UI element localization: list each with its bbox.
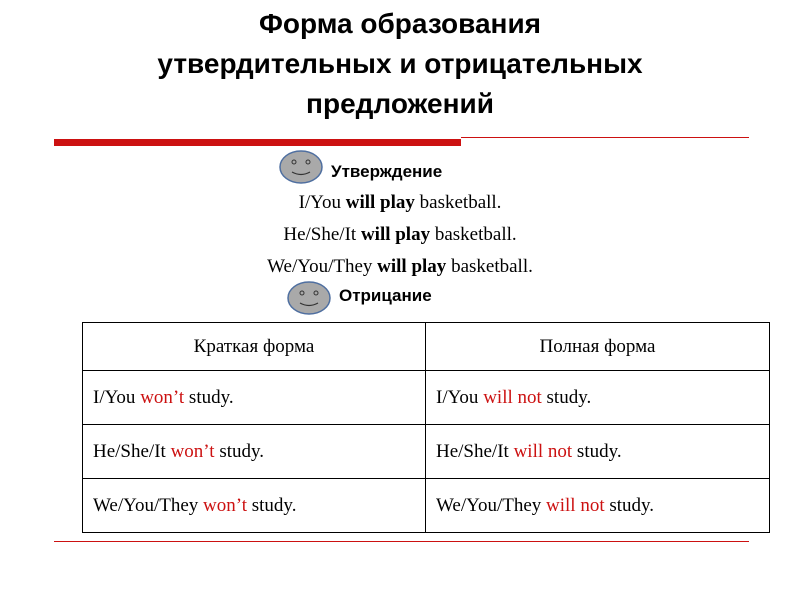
smiley-face-icon: [279, 150, 323, 184]
sentence-subject: I/You: [298, 192, 341, 213]
title-divider-thin: [461, 137, 749, 138]
bottom-divider: [54, 541, 749, 542]
full-form-cell: [426, 479, 770, 533]
short-form-cell: [83, 479, 426, 533]
title-line-1: Форма образования: [258, 8, 542, 39]
cell-rest: study.: [219, 440, 265, 462]
table-row: [83, 371, 770, 425]
cell-negation: will not: [513, 440, 573, 462]
affirmative-sentence: [0, 256, 800, 278]
table-header-row: [83, 323, 770, 371]
cell-rest: study.: [251, 494, 297, 516]
table-row: [83, 425, 770, 479]
sentence-object: basketball.: [419, 192, 502, 213]
short-form-cell: [83, 425, 426, 479]
title-divider-thick: [54, 139, 461, 146]
cell-rest: study.: [576, 440, 622, 462]
cell-subject: I/You: [93, 386, 136, 408]
cell-negation: won’t: [203, 494, 247, 516]
sentence-subject: He/She/It: [283, 224, 357, 245]
sentence-verb: will play: [360, 224, 431, 245]
title-line-3: предложений: [306, 88, 494, 119]
smiley-face-icon: [287, 281, 331, 315]
cell-negation: will not: [483, 386, 542, 408]
title-line-2: утвердительных и отрицательных: [157, 48, 643, 79]
cell-subject: I/You: [436, 386, 479, 408]
cell-rest: study.: [609, 494, 655, 516]
sentence-verb: will play: [377, 256, 447, 277]
cell-rest: study.: [188, 386, 234, 408]
affirmative-label: Утверждение: [331, 162, 443, 181]
full-form-cell: [426, 425, 770, 479]
sentence-object: basketball.: [451, 256, 533, 277]
cell-rest: study.: [546, 386, 592, 408]
column-header-full: Полная форма: [426, 323, 770, 371]
short-form-cell: [83, 371, 426, 425]
sentence-verb: will play: [345, 192, 415, 213]
affirmative-sentence: [0, 224, 800, 246]
column-header-short: Краткая форма: [83, 323, 426, 371]
cell-negation: won’t: [140, 386, 185, 408]
cell-subject: He/She/It: [436, 440, 509, 462]
table-row: [83, 479, 770, 533]
cell-subject: We/You/They: [436, 494, 542, 516]
cell-subject: He/She/It: [93, 440, 166, 462]
full-form-cell: [426, 371, 770, 425]
cell-negation: won’t: [170, 440, 215, 462]
page-title: [0, 4, 800, 124]
cell-negation: will not: [546, 494, 605, 516]
negative-label: Отрицание: [339, 286, 432, 305]
affirmative-sentence: [0, 192, 800, 214]
sentence-object: basketball.: [434, 224, 517, 245]
negation-table: [82, 322, 770, 533]
cell-subject: We/You/They: [93, 494, 199, 516]
sentence-subject: We/You/They: [267, 256, 373, 277]
